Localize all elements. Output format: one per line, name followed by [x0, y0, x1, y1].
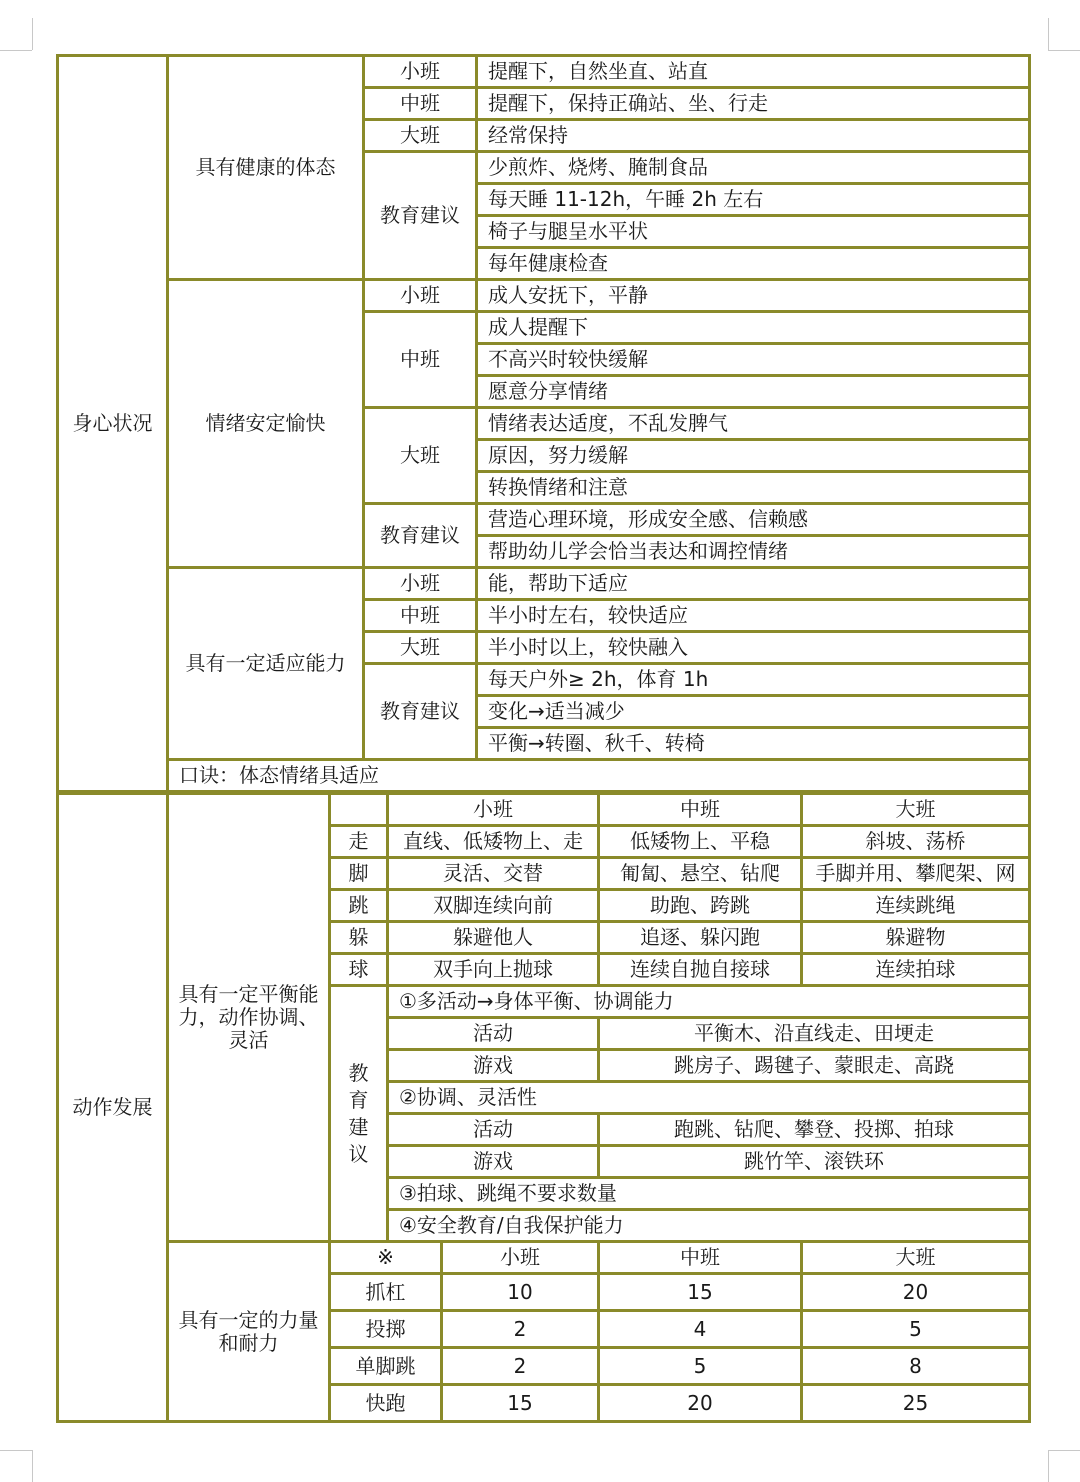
crop-mark-top-left-h — [0, 50, 32, 51]
requirement-text: 转换情绪和注意 — [477, 472, 1030, 504]
motion-cell: 斜坡、荡桥 — [802, 826, 1030, 858]
advice-text: 椅子与腿呈水平状 — [477, 216, 1030, 248]
exercise-value: 2 — [442, 1348, 599, 1385]
advice-game-label: 游戏 — [388, 1146, 599, 1178]
advice-text: 帮助幼儿学会恰当表达和调控情绪 — [477, 536, 1030, 568]
requirement-text: 提醒下，保持正确站、坐、行走 — [477, 88, 1030, 120]
exercise-label: 快跑 — [330, 1385, 442, 1422]
advice-text: 变化→适当减少 — [477, 696, 1030, 728]
advice-point: ①多活动→身体平衡、协调能力 — [388, 986, 1030, 1018]
motion-cell: 直线、低矮物上、走 — [388, 826, 599, 858]
header-corner — [330, 794, 388, 826]
header-big-class: 大班 — [802, 1242, 1030, 1274]
advice-text: 平衡→转圈、秋千、转椅 — [477, 728, 1030, 760]
advice-text: 少煎炸、烧烤、腌制食品 — [477, 152, 1030, 184]
advice-text: 每天户外≥ 2h，体育 1h — [477, 664, 1030, 696]
crop-mark-bottom-left-v — [32, 1450, 33, 1482]
motion-cell: 助跑、跨跳 — [599, 890, 802, 922]
requirement-text: 成人提醒下 — [477, 312, 1030, 344]
exercise-value: 15 — [442, 1385, 599, 1422]
exercise-value: 25 — [802, 1385, 1030, 1422]
advice-text: 每年健康检查 — [477, 248, 1030, 280]
class-label: 中班 — [364, 312, 477, 408]
advice-label: 教育建议 — [364, 504, 477, 568]
header-middle-class: 中班 — [599, 794, 802, 826]
exercise-value: 10 — [442, 1274, 599, 1311]
advice-label: 教育建议 — [364, 664, 477, 760]
crop-mark-top-right-v — [1048, 18, 1049, 50]
motion-cell: 低矮物上、平稳 — [599, 826, 802, 858]
advice-point: ③拍球、跳绳不要求数量 — [388, 1178, 1030, 1210]
motion-label: 脚 — [330, 858, 388, 890]
motion-cell: 连续自抛自接球 — [599, 954, 802, 986]
header-big-class: 大班 — [802, 794, 1030, 826]
advice-game-text: 跳房子、踢毽子、蒙眼走、高跷 — [599, 1050, 1030, 1082]
requirement-text: 能，帮助下适应 — [477, 568, 1030, 600]
motion-cell: 躲避物 — [802, 922, 1030, 954]
section-title: 动作发展 — [58, 794, 168, 1422]
requirement-text: 半小时左右，较快适应 — [477, 600, 1030, 632]
header-middle-class: 中班 — [599, 1242, 802, 1274]
motion-cell: 连续跳绳 — [802, 890, 1030, 922]
advice-text: 每天睡 11-12h，午睡 2h 左右 — [477, 184, 1030, 216]
advice-point: ②协调、灵活性 — [388, 1082, 1030, 1114]
requirement-text: 情绪表达适度，不乱发脾气 — [477, 408, 1030, 440]
class-label: 中班 — [364, 88, 477, 120]
mnemonic: 口诀：体态情绪具适应 — [168, 760, 1030, 792]
advice-label: 教育建议 — [364, 152, 477, 280]
class-label: 大班 — [364, 120, 477, 152]
section-title: 身心状况 — [58, 56, 168, 792]
advice-game-label: 游戏 — [388, 1050, 599, 1082]
class-label: 大班 — [364, 632, 477, 664]
advice-point: ④安全教育/自我保护能力 — [388, 1210, 1030, 1242]
requirement-text: 原因，努力缓解 — [477, 440, 1030, 472]
category-title: 具有一定的力量和耐力 — [168, 1242, 330, 1422]
motion-label: 球 — [330, 954, 388, 986]
requirement-text: 成人安抚下，平静 — [477, 280, 1030, 312]
class-label: 中班 — [364, 600, 477, 632]
exercise-value: 4 — [599, 1311, 802, 1348]
motion-cell: 连续拍球 — [802, 954, 1030, 986]
exercise-value: 5 — [599, 1348, 802, 1385]
class-label: 小班 — [364, 280, 477, 312]
motion-cell: 双脚连续向前 — [388, 890, 599, 922]
exercise-value: 20 — [802, 1274, 1030, 1311]
class-label: 小班 — [364, 568, 477, 600]
exercise-label: 投掷 — [330, 1311, 442, 1348]
physical-mental-table — [56, 54, 1031, 793]
motion-cell: 双手向上抛球 — [388, 954, 599, 986]
motion-label: 跳 — [330, 890, 388, 922]
exercise-value: 15 — [599, 1274, 802, 1311]
class-label: 小班 — [364, 56, 477, 88]
exercise-value: 5 — [802, 1311, 1030, 1348]
requirement-text: 不高兴时较快缓解 — [477, 344, 1030, 376]
class-label: 大班 — [364, 408, 477, 504]
motion-cell: 追逐、躲闪跑 — [599, 922, 802, 954]
header-small-class: 小班 — [442, 1242, 599, 1274]
motion-label: 走 — [330, 826, 388, 858]
category-title: 具有一定适应能力 — [168, 568, 364, 760]
motion-cell: 躲避他人 — [388, 922, 599, 954]
requirement-text: 提醒下，自然坐直、站直 — [477, 56, 1030, 88]
exercise-label: 单脚跳 — [330, 1348, 442, 1385]
requirement-text: 半小时以上，较快融入 — [477, 632, 1030, 664]
requirement-text: 愿意分享情绪 — [477, 376, 1030, 408]
exercise-value: 2 — [442, 1311, 599, 1348]
crop-mark-top-left-v — [32, 18, 33, 50]
category-title: 情绪安定愉快 — [168, 280, 364, 568]
motor-development-table — [56, 792, 1031, 1423]
advice-activity-text: 跑跳、钻爬、攀登、投掷、拍球 — [599, 1114, 1030, 1146]
exercise-label: 抓杠 — [330, 1274, 442, 1311]
category-title: 具有一定平衡能力，动作协调、灵活 — [168, 794, 330, 1242]
exercise-value: 20 — [599, 1385, 802, 1422]
crop-mark-bottom-right-h — [1048, 1450, 1080, 1451]
requirement-text: 经常保持 — [477, 120, 1030, 152]
motion-cell: 匍匐、悬空、钻爬 — [599, 858, 802, 890]
advice-game-text: 跳竹竿、滚铁环 — [599, 1146, 1030, 1178]
header-small-class: 小班 — [388, 794, 599, 826]
advice-text: 营造心理环境，形成安全感、信赖感 — [477, 504, 1030, 536]
exercise-value: 8 — [802, 1348, 1030, 1385]
header-marker: ※ — [330, 1242, 442, 1274]
crop-mark-bottom-right-v — [1048, 1450, 1049, 1482]
category-title: 具有健康的体态 — [168, 56, 364, 280]
advice-label: 教育建议 — [348, 1060, 369, 1166]
motion-cell: 手脚并用、攀爬架、网 — [802, 858, 1030, 890]
advice-label-vertical — [330, 986, 388, 1242]
crop-mark-bottom-left-h — [0, 1450, 32, 1451]
advice-activity-label: 活动 — [388, 1114, 599, 1146]
advice-activity-text: 平衡木、沿直线走、田埂走 — [599, 1018, 1030, 1050]
motion-cell: 灵活、交替 — [388, 858, 599, 890]
motion-label: 躲 — [330, 922, 388, 954]
advice-activity-label: 活动 — [388, 1018, 599, 1050]
crop-mark-top-right-h — [1048, 50, 1080, 51]
